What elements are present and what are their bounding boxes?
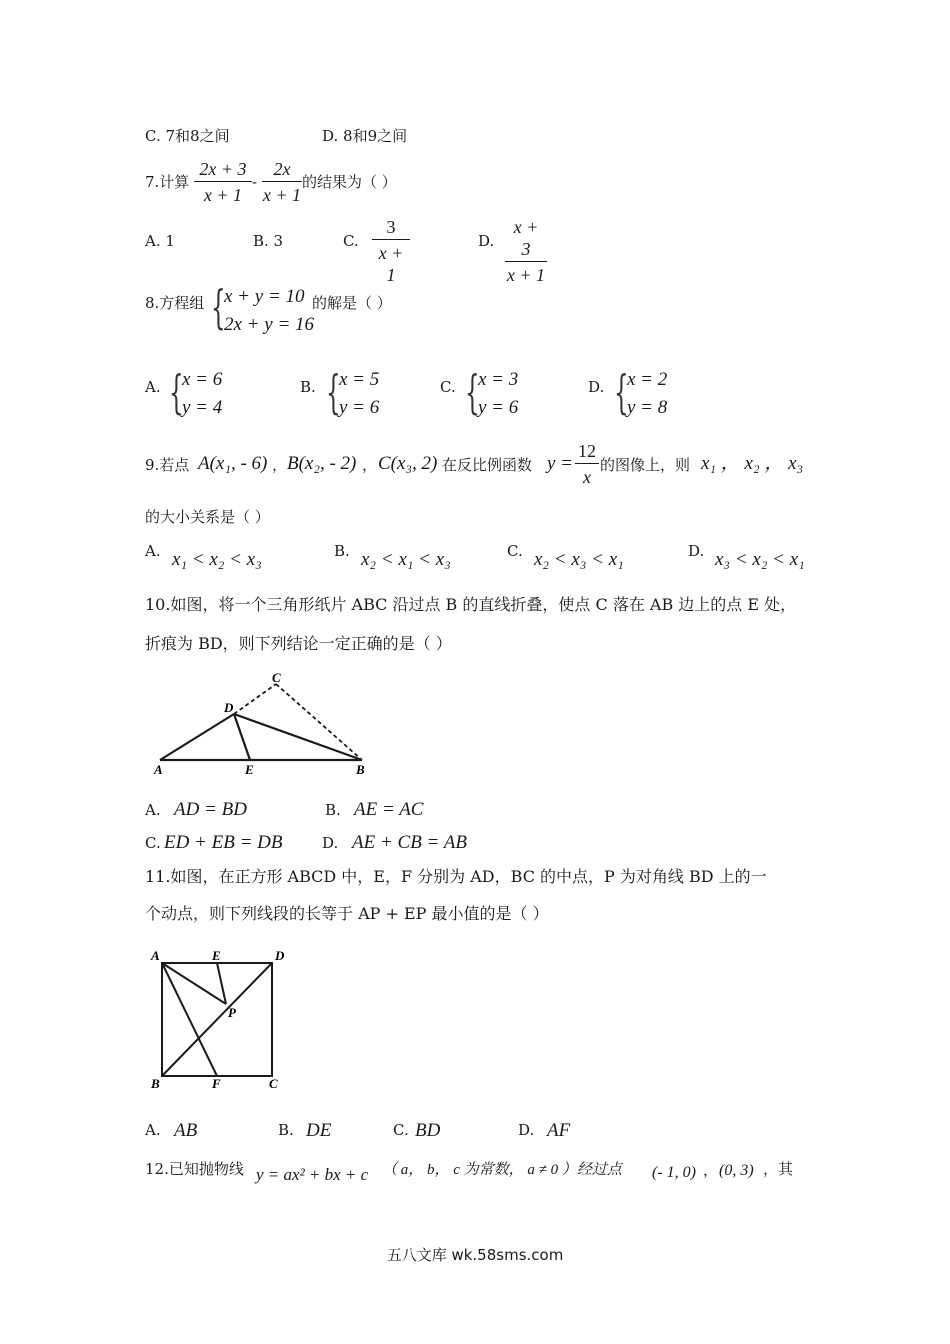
q7-c-num: 3 [372,216,410,240]
q8-option-a-label: A. [145,378,161,396]
q11-fig-seg-ep [217,963,226,1004]
q8-system [224,283,314,339]
q11-line2: 个动点，则下列线段的长等于 AP + EP 最小值的是（ ） [145,904,549,923]
q7-suffix: 的结果为（ ） [302,173,397,191]
q9-func-num: 12 [575,440,599,464]
q8-eq2: 2x + y = 16 [224,314,315,335]
q9-option-b: x₂ < x₁ < x₃ [361,549,451,570]
q7-frac1-den: x + 1 [203,185,243,205]
q10-triangle-figure [150,668,380,778]
q7-option-b: B. 3 [253,232,284,250]
q9-option-d-label: D. [688,542,705,560]
q9-comma-2: ， [362,456,378,474]
q8-brace: { [211,280,226,334]
q7-option-c-label: C. [343,232,359,250]
q8-c-y: y = 6 [478,397,519,418]
q11-option-a-label: A. [145,1121,161,1139]
q9-prefix: 9.若点 [145,456,190,474]
q8-d-x: x = 2 [627,369,668,390]
q12-point-1: (- 1, 0) [652,1164,696,1181]
q7-frac2-den: x + 1 [262,185,302,205]
q8-option-b [339,366,379,422]
q9-point-b: B(x₂, - 2) [287,453,357,474]
q8-b-brace: { [326,365,341,419]
page-footer-watermark: 五八文库 wk.58sms.com [386,1246,564,1264]
q7-frac1-num: 2x + 3 [194,158,252,182]
q11-option-d-label: D. [518,1121,535,1139]
q7-option-a: A. 1 [145,232,175,250]
q7-d-den: x + 1 [506,265,546,285]
q9-point-a: A(x₁, - 6) [198,453,268,474]
q11-option-b: DE [306,1120,332,1141]
q6-option-c: C. 7和8之间 [145,127,230,145]
q10-fig-seg-de [234,714,250,760]
q10-option-d: AE + CB = AB [352,832,468,853]
q11-option-d: AF [547,1120,571,1141]
q12-equation: y = ax² + bx + c [256,1165,369,1184]
q11-option-c: BD [415,1120,441,1141]
q11-square-figure [148,945,298,1090]
q9-tail: 的图像上，则 [600,456,691,474]
q10-fig-label-b: B [356,762,365,777]
q8-option-a [182,366,222,422]
q9-func-den: x [583,467,591,487]
q11-fig-label-c: C [269,1076,278,1090]
q8-a-y: y = 4 [182,397,223,418]
q10-option-a-label: A. [145,801,161,819]
q7-fraction-1 [194,158,252,206]
q8-b-x: x = 5 [339,369,380,390]
q10-option-c-label: C. [145,834,161,852]
q10-fig-label-a: A [154,762,163,777]
q7-option-c-frac [372,216,410,286]
q12-condition: （ a， b， c 为常数， a ≠ 0 ）经过点 [382,1162,622,1178]
q11-line1: 11.如图，在正方形 ABCD 中，E，F 分别为 AD，BC 的中点，P 为对角线 BD 上的一 [145,867,767,886]
q7-d-num: x + 3 [505,216,547,262]
q10-fig-seg-dc [234,684,276,714]
q7-c-den: x + 1 [378,243,404,285]
q7-fraction-2 [262,158,302,206]
q9-option-b-label: B. [334,542,350,560]
q8-prefix: 8.方程组 [145,294,205,312]
q10-option-d-label: D. [322,834,339,852]
q10-option-b: AE = AC [354,799,424,820]
q8-option-d-label: D. [588,378,605,396]
q11-option-b-label: B. [278,1121,294,1139]
q8-option-c-label: C. [440,378,456,396]
q10-fig-seg-cb [276,684,362,760]
q12-comma: ， [703,1161,719,1179]
q9-vars: x₁ ， x₂ ， x₃ [701,453,804,474]
q8-suffix: 的解是（ ） [312,294,392,312]
q10-fig-label-e: E [245,762,254,777]
q10-fig-seg-ad [160,714,234,760]
q9-func-lhs: y = [547,453,574,474]
q9-option-c: x₂ < x₃ < x₁ [534,549,624,570]
q10-option-a: AD = BD [174,799,247,820]
q12-point-2: (0, 3) [719,1162,754,1179]
q9-point-c: C(x₃, 2) [378,453,438,474]
q10-fig-label-c: C [272,670,281,685]
q8-eq1: x + y = 10 [224,286,305,307]
q9-comma-1: ， [272,456,288,474]
q8-a-x: x = 6 [182,369,223,390]
q8-c-brace: { [465,365,480,419]
q7-option-d-label: D. [478,232,495,250]
q8-b-y: y = 6 [339,397,380,418]
q10-option-c: ED + EB = DB [164,832,283,853]
q9-option-d: x₃ < x₂ < x₁ [715,549,805,570]
q7-minus: - [252,173,258,191]
q7-prefix: 7.计算 [145,173,190,191]
q9-line2: 的大小关系是（ ） [145,508,270,526]
q6-option-d: D. 8和9之间 [322,127,408,145]
q8-c-x: x = 3 [478,369,519,390]
q11-fig-label-f: F [212,1076,221,1090]
q9-option-a-label: A. [145,542,161,560]
q11-option-a: AB [174,1120,198,1141]
q8-option-c [478,366,518,422]
q11-fig-label-d: D [275,948,285,963]
q9-func-frac [575,440,599,488]
q11-fig-label-a: A [151,948,160,963]
q9-option-a: x₁ < x₂ < x₃ [172,549,262,570]
q8-a-brace: { [169,365,184,419]
q10-option-b-label: B. [325,801,341,819]
q9-option-c-label: C. [507,542,523,560]
q11-option-c-label: C. [393,1121,409,1139]
q12-tail: ，其 [763,1160,794,1178]
q8-d-y: y = 8 [627,397,668,418]
q11-fig-label-b: B [151,1076,160,1090]
q8-option-d [627,366,667,422]
q10-fig-label-d: D [224,700,234,715]
q8-option-b-label: B. [300,378,316,396]
q8-d-brace: { [614,365,629,419]
q7-option-d-frac [505,216,547,286]
q11-fig-label-e: E [212,948,221,963]
q11-fig-label-p: P [228,1005,236,1020]
q10-fig-seg-db [234,714,362,760]
q7-frac2-num: 2x [262,158,302,182]
q10-line2: 折痕为 BD，则下列结论一定正确的是（ ） [145,634,452,653]
q11-fig-seg-bd [162,963,272,1076]
q12-prefix: 12.已知抛物线 [145,1160,244,1178]
q9-mid: 在反比例函数 [442,456,533,474]
q10-line1: 10.如图，将一个三角形纸片 ABC 沿过点 B 的直线折叠，使点 C 落在 AB 边上的点 E 处， [145,595,797,614]
